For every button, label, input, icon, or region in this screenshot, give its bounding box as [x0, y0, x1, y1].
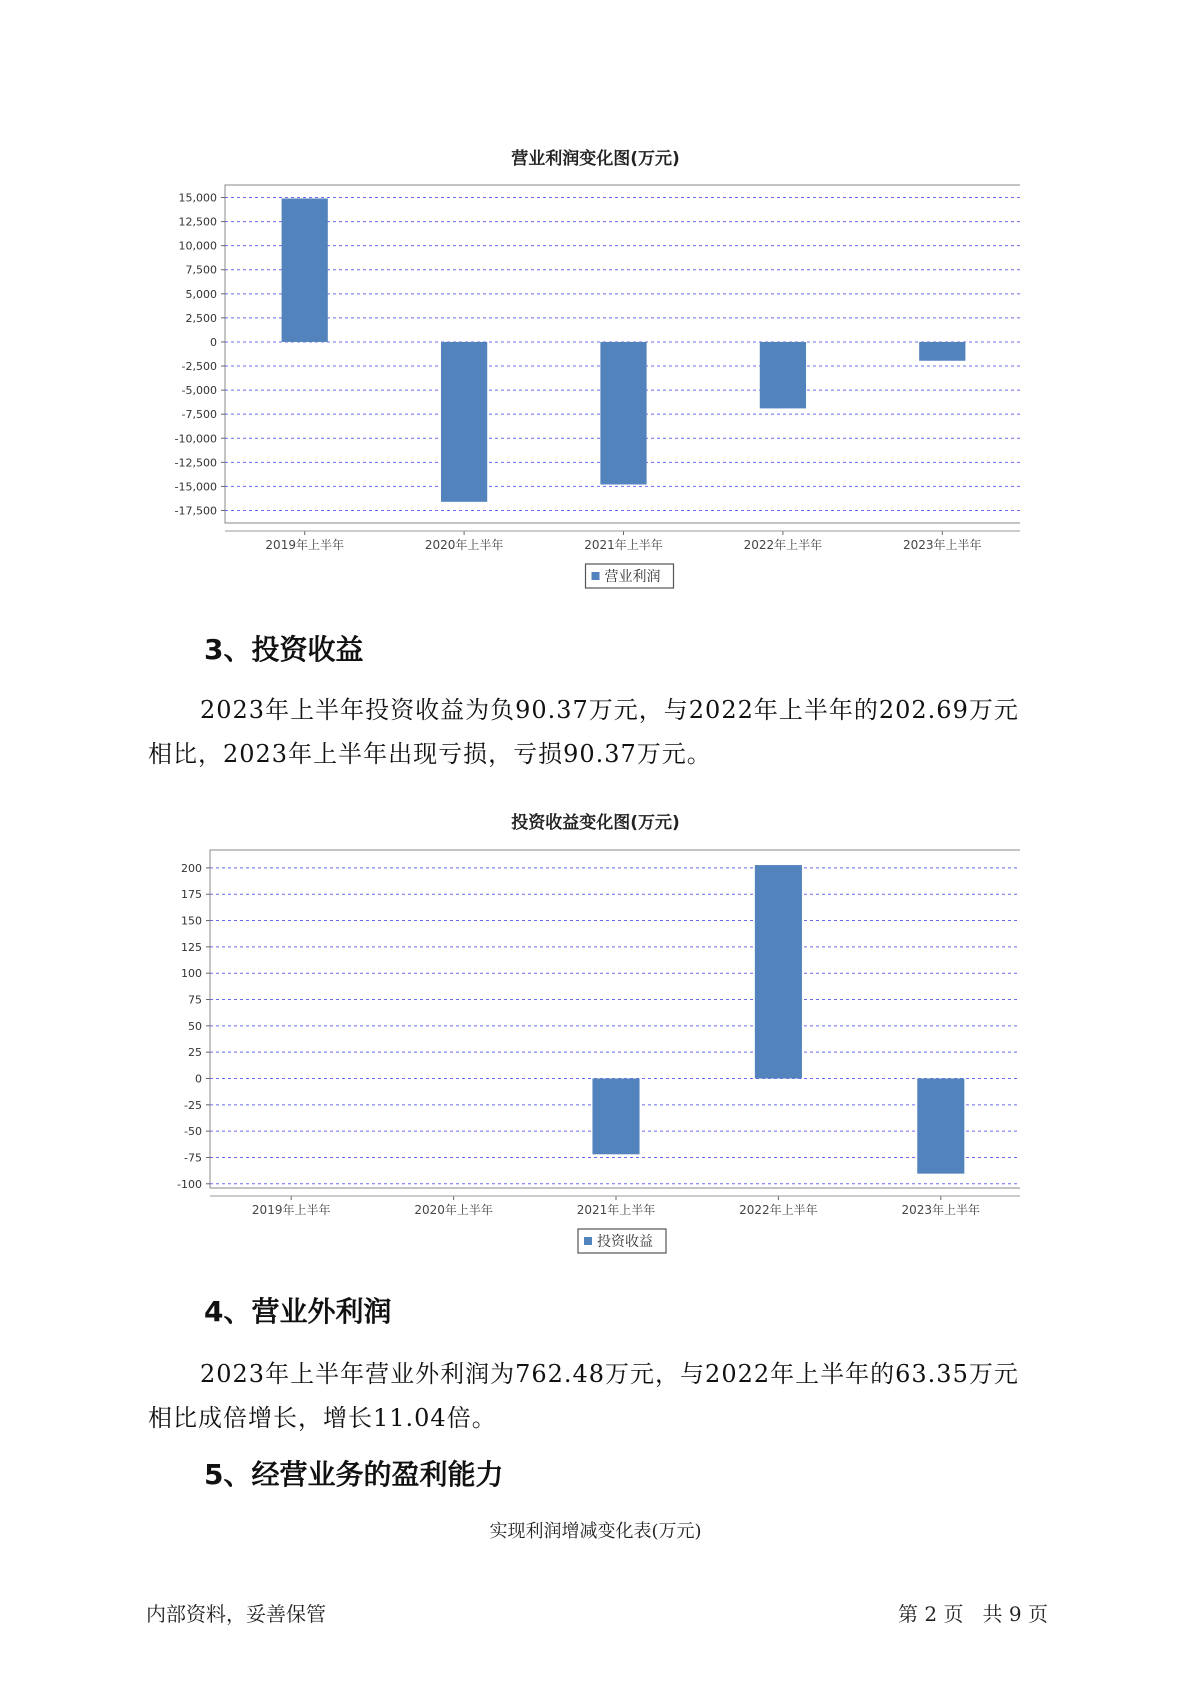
x-tick-label: 2022年上半年 [739, 1203, 818, 1217]
chart1-title: 营业利润变化图(万元) [511, 149, 680, 169]
x-tick-label: 2021年上半年 [576, 1203, 656, 1217]
bar [600, 342, 646, 485]
legend-swatch [584, 1237, 592, 1245]
y-tick-label: 12,500 [178, 215, 217, 229]
section-4-line-2: 相比成倍增长，增长11.04倍。 [148, 1404, 497, 1432]
section-3-line-2: 相比，2023年上半年出现亏损，亏损90.37万元。 [148, 740, 712, 768]
chart2-title: 投资收益变化图(万元) [511, 813, 680, 833]
section-4-paragraph [148, 1352, 1058, 1440]
y-tick-label: -2,500 [181, 360, 217, 374]
x-tick-label: 2020年上半年 [424, 538, 504, 552]
x-tick-label: 2022年上半年 [743, 538, 823, 552]
legend [586, 564, 674, 588]
section-3-paragraph [148, 688, 1058, 776]
section-4-heading: 4、营业外利润 [204, 1295, 392, 1328]
y-tick-label: -12,500 [174, 456, 217, 470]
y-tick-label: -7,500 [181, 408, 217, 422]
y-tick-label: 50 [188, 1019, 202, 1033]
bar [592, 1078, 639, 1154]
y-tick-label: 2,500 [185, 311, 217, 325]
bar [760, 342, 806, 408]
operating-profit-chart [160, 175, 1020, 595]
y-tick-label: -75 [184, 1151, 202, 1165]
y-tick-label: -50 [184, 1125, 202, 1139]
y-tick-label: -15,000 [174, 480, 217, 494]
y-tick-label: -25 [184, 1098, 202, 1112]
bar [919, 342, 965, 361]
y-tick-label: 7,500 [185, 263, 217, 277]
bar [441, 342, 487, 502]
x-tick-label: 2023年上半年 [903, 538, 982, 552]
section-3-heading: 3、投资收益 [204, 633, 364, 666]
x-tick-label: 2020年上半年 [414, 1203, 493, 1217]
y-tick-label: 25 [188, 1046, 202, 1060]
y-tick-label: -10,000 [174, 432, 217, 446]
bar [755, 865, 802, 1078]
y-tick-label: 125 [181, 940, 202, 954]
table-caption: 实现利润增减变化表(万元) [489, 1521, 702, 1542]
y-tick-label: 200 [181, 861, 202, 875]
x-tick-label: 2019年上半年 [251, 1203, 331, 1217]
legend [578, 1229, 666, 1253]
section-4-line-1: 2023年上半年营业外利润为762.48万元，与2022年上半年的63.35万元 [200, 1360, 1019, 1388]
bar [282, 198, 328, 341]
x-tick-label: 2019年上半年 [265, 538, 344, 552]
section-5-heading: 5、经营业务的盈利能力 [204, 1458, 504, 1491]
y-tick-label: -5,000 [181, 384, 217, 398]
y-tick-label: 10,000 [178, 239, 217, 253]
y-tick-label: 100 [181, 967, 202, 981]
y-tick-label: 5,000 [185, 287, 217, 301]
y-tick-label: -100 [177, 1177, 202, 1191]
x-tick-label: 2023年上半年 [901, 1203, 981, 1217]
footer-page-number: 第 2 页 共 9 页 [898, 1602, 1048, 1626]
y-tick-label: 15,000 [178, 191, 217, 205]
legend-swatch [592, 572, 600, 580]
legend-label: 投资收益 [597, 1234, 653, 1250]
x-tick-label: 2021年上半年 [584, 538, 663, 552]
y-tick-label: 0 [195, 1072, 202, 1086]
y-tick-label: -17,500 [174, 504, 217, 518]
bar [917, 1078, 964, 1173]
y-tick-label: 75 [188, 993, 202, 1007]
y-tick-label: 175 [181, 888, 202, 902]
section-3-line-1: 2023年上半年投资收益为负90.37万元，与2022年上半年的202.69万元 [200, 696, 1019, 724]
y-tick-label: 0 [210, 335, 217, 349]
investment-income-chart [160, 840, 1020, 1260]
footer-confidential: 内部资料，妥善保管 [146, 1602, 326, 1626]
legend-label: 营业利润 [604, 569, 661, 585]
y-tick-label: 150 [181, 914, 202, 928]
